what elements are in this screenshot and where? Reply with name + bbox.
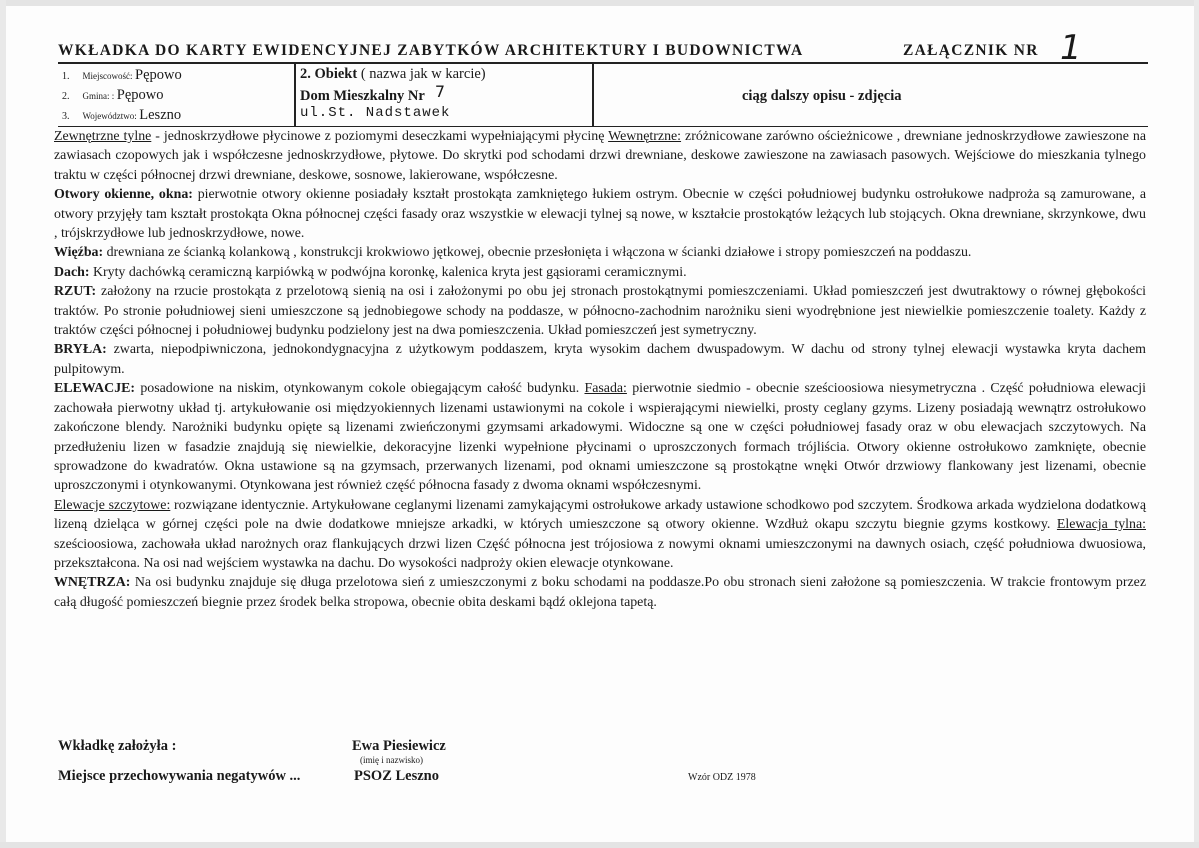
- form-header: [58, 28, 1148, 68]
- paragraph-text: sześcioosiowa, zachowała układ narożnych oraz flankujących drzwi lizen Część północna jest trójosiowa z nowymi oknami umieszczonymi na dawnych osiach, część południowa dwuosiowa, przekształcona. Na osi nad wejściem wystawka na dachu. Do wysokości nadproży okien elewacje otynkowane.: [54, 536, 1146, 571]
- paragraph-text: rozwiązane identycznie. Artykułowane ceglanymi lizenami zamykającymi ostrołukowe arkady ustawione schodkowo pod szczytem. Środkowa arkada wydzielona dodatkową lizeną dzieląca w górnej części pole na dwie dodatkowe mniejsze arkadki, w których umieszczone są otwory okienne. Wzdłuż okapu szczytu biegnie gzyms kostkowy.: [54, 497, 1146, 533]
- paragraph-text: zróżnicowane zarówno ościeżnicowe , drewniane jednoskrzydłowe zawieszone na zawiasach czopowych jak i współczesne jednoskrzydłowe, płytowe. Do skrytki pod schodami drzwi drewniane, deskowe zawieszone na zawiasach pasowych. Wejściowe do mieszkania tylnego traktu w części północnej drzwi drewniane, deskowe, sosnowe, lakierowane, współczesne.: [54, 129, 1146, 183]
- section-label: WNĘTRZA:: [54, 575, 131, 591]
- row-number: 1.: [62, 71, 70, 82]
- table-divider: [294, 64, 296, 126]
- section-label: Zewnętrzne tylne: [54, 129, 152, 144]
- paragraph-roof: [54, 263, 1146, 282]
- paragraph-text: pierwotnie siedmio - obecnie sześcioosiowa niesymetryczna . Część południowa elewacji zachowała pierwotny układ tj. artykułowanie osi międzyokiennych lizenami ustawionymi na cokole i wspierającymi niewielki, prosty ceglany gzyms. Lizeny posiadają wewnątrz ostrołukowo zakończone blendy. Narożniki budynku opięte są lizenami zwieńczonymi gzymsami arkadowymi. Widoczne są one w części południowej fasady oraz w obu elewacjach szczytowych. Na przedłużeniu lizen w fasadzie znajdują się niewielkie, dekoracyjne lizenki wypełnione płycinami o uproszczonych formach trójliścia. Otwory okienne ostrołukowo zamknięte, obecnie sprowadzone do kwadratów. Okna ustawione są na gzymsach, przerwanych lizenami, pod oknami umieszczone są prostokątne wnęki Otwór drzwiowy flankowany jest lizenami, obecnie uproszczonymi i otynkowanymi. Otynkowana jest również część północna fasady z dwoma oknami współczesnymi.: [54, 381, 1146, 494]
- row-number: 3.: [62, 111, 70, 122]
- paragraph-text: zwarta, niepodpiwniczona, jednokondygnacyjna z użytkowym poddaszem, kryta wysokim dachem dwuspadowym. W dachu od strony tylnej elewacji wystawka kryta dachem pulpitowym.: [54, 342, 1146, 377]
- object-heading: [300, 66, 486, 83]
- paragraph-massing: [54, 340, 1146, 379]
- negatives-value: PSOZ Leszno: [354, 768, 439, 784]
- object-name: [300, 82, 446, 105]
- form-title: WKŁADKA DO KARTY EWIDENCYJNEJ ZABYTKÓW ARCHITEKTURY I BUDOWNICTWA: [58, 42, 804, 59]
- paragraph-doors: [54, 127, 1146, 185]
- paragraph-gable-elevations: [54, 496, 1146, 574]
- row-value: Pępowo: [116, 87, 164, 103]
- continuation-note: ciąg dalszy opisu - zdjęcia: [742, 88, 902, 104]
- attachment-label: ZAŁĄCZNIK NR: [903, 42, 1039, 59]
- object-heading-rest: ( nazwa jak w karcie): [357, 66, 486, 82]
- scan-edge-left: [0, 0, 6, 848]
- object-number: 7: [434, 82, 446, 101]
- negatives-label: Miejsce przechowywania negatywów ...: [58, 768, 301, 784]
- row-number: 2.: [62, 91, 70, 102]
- section-label: Elewacja tylna:: [1056, 517, 1146, 533]
- section-label: ELEWACJE:: [54, 381, 136, 397]
- scan-edge-top: [0, 0, 1199, 6]
- object-address: ul.St. Nadstawek: [300, 105, 451, 121]
- location-row-voivodeship: [62, 107, 181, 124]
- row-label: Gmina: :: [82, 91, 115, 101]
- section-label: Wewnętrzne:: [608, 129, 682, 144]
- metadata-table: [58, 64, 1148, 127]
- description-body: [54, 127, 1146, 612]
- section-label: Otwory okienne, okna:: [54, 187, 193, 203]
- section-label: Więźba:: [54, 245, 104, 261]
- paragraph-text: założony na rzucie prostokąta z przelotową sienią na osi i założonymi po obu jej stronach prostokątnymi pomieszczeniami. Układ pomieszczeń jest dwutraktowy o równej głębokości traktów. Po stronie południowej sieni umieszczone są jednobiegowe schody na poddasze, w północno-zachodnim narożniku sieni wyodrębnione jest niewielkie pomieszczenie toalety. Każdy z traktów części północnej i południowej budynku podzielony jest na dwa pomieszczenia. Układ pomieszczeń jest symetryczny.: [54, 284, 1146, 339]
- row-value: Leszno: [139, 107, 182, 123]
- form-template-code: Wzór ODZ 1978: [688, 772, 756, 783]
- section-label: Dach:: [54, 264, 90, 280]
- paragraph-text: pierwotnie otwory okienne posiadały kształt prostokąta zamkniętego łukiem ostrym. Obecnie w części południowej budynku ostrołukowe nadproża są zamurowane, a otwory przyjęły tam kształt prostokąta Okna północnej części fasady oraz wszystkie w elewacji tylnej są nowe, w kształcie prostokątów leżących lub stojących. Okna drewniane, skrzynkowe, dwu , trójskrzydłowe lub jednoskrzydłowe, nowe.: [54, 187, 1146, 242]
- object-name-text: Dom Mieszkalny Nr: [300, 88, 425, 104]
- location-row-town: [62, 67, 182, 84]
- paragraph-interiors: [54, 573, 1146, 612]
- paragraph-elevations: [54, 379, 1146, 495]
- author-hint: (imię i nazwisko): [360, 755, 423, 765]
- paragraph-text: Na osi budynku znajduje się długa przelotowa sień z umieszczonymi z boku schodami na poddasze.Po obu stronach sieni założone są pomieszczenia. W trakcie frontowym przez całą długość pomieszczeń biegnie przez środek belka stropowa, obecnie obita deskami bądź oklejona tapetą.: [54, 575, 1146, 610]
- paragraph-text: posadowione na niskim, otynkowanym cokole obiegającym całość budynku.: [135, 381, 585, 397]
- paragraph-truss: [54, 243, 1146, 262]
- row-value: Pępowo: [135, 67, 182, 83]
- object-heading-bold: 2. Obiekt: [300, 66, 358, 82]
- scan-edge-bottom: [0, 842, 1199, 848]
- section-label: BRYŁA:: [54, 342, 107, 358]
- section-label: RZUT:: [54, 284, 97, 300]
- author-label: Wkładkę założyła :: [58, 738, 177, 754]
- paragraph-text: drewniana ze ścianką kolankową , konstrukcji krokwiowo jętkowej, obecnie przesłonięta i włączona w ścianki działowe i stropy pomieszczeń na poddaszu.: [103, 245, 972, 261]
- attachment-number: 1: [1060, 28, 1082, 68]
- paragraph-text: Kryty dachówką ceramiczną karpiówką w podwójna koronkę, kalenica kryta jest gąsiorami ceramicznymi.: [89, 264, 687, 280]
- table-divider: [592, 64, 594, 126]
- author-name: Ewa Piesiewicz: [352, 738, 446, 754]
- location-row-commune: [62, 87, 163, 104]
- section-label: Elewacje szczytowe:: [54, 497, 171, 513]
- section-label: Fasada:: [584, 381, 627, 397]
- scan-edge-right: [1194, 0, 1199, 848]
- paragraph-windows: [54, 185, 1146, 243]
- row-label: Województwo:: [82, 111, 137, 121]
- paragraph-plan: [54, 282, 1146, 340]
- row-label: Miejscowość:: [82, 71, 133, 81]
- paragraph-text: - jednoskrzydłowe płycinowe z poziomymi deseczkami wypełniającymi płycinę: [151, 129, 609, 144]
